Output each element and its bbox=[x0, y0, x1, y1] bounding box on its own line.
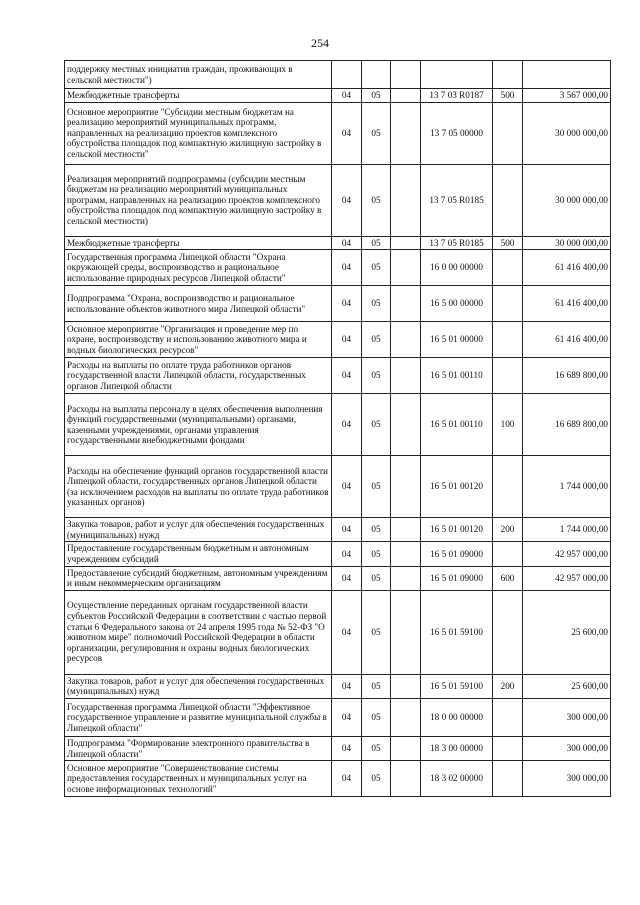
table-row bbox=[65, 542, 611, 566]
row-vr bbox=[493, 761, 523, 797]
row-ved: 04 bbox=[332, 322, 362, 358]
table-row bbox=[65, 456, 611, 518]
row-rz: 05 bbox=[362, 456, 391, 518]
row-pr bbox=[391, 394, 421, 456]
row-amount: 30 000 000,00 bbox=[523, 164, 611, 236]
row-name: Основное мероприятие "Субсидии местным бюджетам на реализацию мероприятий муниципальных программ, направленных на реализацию проектов комплексного обустройства площадок под компактную жилищную застройку в сельской местности" bbox=[65, 102, 332, 164]
table-row bbox=[65, 674, 611, 698]
row-csr: 16 5 01 59100 bbox=[421, 590, 493, 674]
table-row bbox=[65, 590, 611, 674]
row-amount: 25 600,00 bbox=[523, 590, 611, 674]
row-vr: 200 bbox=[493, 518, 523, 542]
row-name: Подпрограмма "Охрана, воспроизводство и рациональное использование объектов животного мира Липецкой области" bbox=[65, 286, 332, 322]
table-row bbox=[65, 566, 611, 590]
row-ved: 04 bbox=[332, 250, 362, 286]
row-name: Предоставление государственным бюджетным и автономным учреждениям субсидий bbox=[65, 542, 332, 566]
budget-table bbox=[64, 60, 611, 797]
table-row bbox=[65, 102, 611, 164]
row-amount: 61 416 400,00 bbox=[523, 250, 611, 286]
row-ved: 04 bbox=[332, 358, 362, 394]
row-amount: 1 744 000,00 bbox=[523, 518, 611, 542]
row-vr bbox=[493, 456, 523, 518]
row-vr bbox=[493, 322, 523, 358]
row-pr bbox=[391, 761, 421, 797]
row-amount: 25 600,00 bbox=[523, 674, 611, 698]
row-amount: 16 689 800,00 bbox=[523, 358, 611, 394]
row-ved: 04 bbox=[332, 674, 362, 698]
row-amount: 61 416 400,00 bbox=[523, 322, 611, 358]
row-rz: 05 bbox=[362, 761, 391, 797]
row-rz: 05 bbox=[362, 590, 391, 674]
row-rz: 05 bbox=[362, 698, 391, 736]
row-ved: 04 bbox=[332, 102, 362, 164]
row-csr: 16 5 01 09000 bbox=[421, 542, 493, 566]
row-pr bbox=[391, 322, 421, 358]
table-row bbox=[65, 394, 611, 456]
row-name: Расходы на выплаты по оплате труда работников органов государственной власти Липецкой области, государственных органов Липецкой области bbox=[65, 358, 332, 394]
row-csr: 13 7 05 R0185 bbox=[421, 164, 493, 236]
row-name: Государственная программа Липецкой области "Охрана окружающей среды, воспроизводство и рациональное использование природных ресурсов Липецкой области" bbox=[65, 250, 332, 286]
row-rz: 05 bbox=[362, 102, 391, 164]
row-ved: 04 bbox=[332, 394, 362, 456]
row-csr: 16 5 01 00000 bbox=[421, 322, 493, 358]
row-ved: 04 bbox=[332, 761, 362, 797]
table-row bbox=[65, 61, 611, 89]
row-vr bbox=[493, 698, 523, 736]
row-name: поддержку местных инициатив граждан, проживающих в сельской местности") bbox=[65, 61, 332, 89]
row-vr: 200 bbox=[493, 674, 523, 698]
row-name: Реализация мероприятий подпрограммы (субсидии местным бюджетам на реализацию мероприятий муниципальных программ, направленных на реализацию проектов комплексного обустройства площадок под компактную жилищную застройку в сельской местности) bbox=[65, 164, 332, 236]
row-vr: 500 bbox=[493, 89, 523, 103]
row-rz: 05 bbox=[362, 89, 391, 103]
page-number: 254 bbox=[311, 36, 329, 50]
row-vr bbox=[493, 286, 523, 322]
row-name: Подпрограмма "Формирование электронного правительства в Липецкой области" bbox=[65, 736, 332, 760]
row-csr: 16 5 01 00120 bbox=[421, 456, 493, 518]
row-amount: 42 957 000,00 bbox=[523, 566, 611, 590]
table-row bbox=[65, 518, 611, 542]
row-pr bbox=[391, 236, 421, 250]
row-ved: 04 bbox=[332, 518, 362, 542]
table-row bbox=[65, 322, 611, 358]
row-amount: 300 000,00 bbox=[523, 698, 611, 736]
table-row bbox=[65, 286, 611, 322]
row-amount: 30 000 000,00 bbox=[523, 236, 611, 250]
row-ved: 04 bbox=[332, 236, 362, 250]
row-rz: 05 bbox=[362, 394, 391, 456]
row-pr bbox=[391, 590, 421, 674]
row-pr bbox=[391, 89, 421, 103]
row-name: Основное мероприятие "Организация и проведение мер по охране, воспроизводству и использованию животного мира и водных биологических ресурсов" bbox=[65, 322, 332, 358]
row-ved: 04 bbox=[332, 698, 362, 736]
row-pr bbox=[391, 250, 421, 286]
row-csr bbox=[421, 61, 493, 89]
table-row bbox=[65, 250, 611, 286]
row-name: Закупка товаров, работ и услуг для обеспечения государственных (муниципальных) нужд bbox=[65, 518, 332, 542]
table-row bbox=[65, 761, 611, 797]
row-pr bbox=[391, 698, 421, 736]
row-name: Расходы на выплаты персоналу в целях обеспечения выполнения функций государственными (муниципальными) органами, казенными учреждениями, органами управления государственными внебюджетными фондами bbox=[65, 394, 332, 456]
row-csr: 16 0 00 00000 bbox=[421, 250, 493, 286]
row-name: Межбюджетные трансферты bbox=[65, 89, 332, 103]
row-pr bbox=[391, 358, 421, 394]
table-row bbox=[65, 698, 611, 736]
row-rz: 05 bbox=[362, 250, 391, 286]
row-vr bbox=[493, 590, 523, 674]
row-name: Закупка товаров, работ и услуг для обеспечения государственных (муниципальных) нужд bbox=[65, 674, 332, 698]
row-vr bbox=[493, 61, 523, 89]
row-name: Межбюджетные трансферты bbox=[65, 236, 332, 250]
row-vr bbox=[493, 250, 523, 286]
row-csr: 13 7 05 00000 bbox=[421, 102, 493, 164]
row-amount: 3 567 000,00 bbox=[523, 89, 611, 103]
row-ved: 04 bbox=[332, 89, 362, 103]
row-csr: 13 7 03 R0187 bbox=[421, 89, 493, 103]
row-vr bbox=[493, 164, 523, 236]
row-amount: 16 689 800,00 bbox=[523, 394, 611, 456]
row-vr: 500 bbox=[493, 236, 523, 250]
row-vr: 600 bbox=[493, 566, 523, 590]
row-rz: 05 bbox=[362, 358, 391, 394]
row-amount: 30 000 000,00 bbox=[523, 102, 611, 164]
row-csr: 16 5 01 00110 bbox=[421, 394, 493, 456]
row-pr bbox=[391, 736, 421, 760]
row-pr bbox=[391, 518, 421, 542]
row-rz: 05 bbox=[362, 322, 391, 358]
row-amount: 61 416 400,00 bbox=[523, 286, 611, 322]
row-rz: 05 bbox=[362, 518, 391, 542]
row-pr bbox=[391, 102, 421, 164]
row-csr: 16 5 01 59100 bbox=[421, 674, 493, 698]
row-amount: 1 744 000,00 bbox=[523, 456, 611, 518]
row-pr bbox=[391, 456, 421, 518]
row-ved: 04 bbox=[332, 590, 362, 674]
row-pr bbox=[391, 286, 421, 322]
row-ved: 04 bbox=[332, 566, 362, 590]
row-name: Государственная программа Липецкой области "Эффективное государственное управление и развитие муниципальной службы в Липецкой области" bbox=[65, 698, 332, 736]
row-rz: 05 bbox=[362, 674, 391, 698]
row-rz: 05 bbox=[362, 164, 391, 236]
row-vr: 100 bbox=[493, 394, 523, 456]
row-name: Осуществление переданных органам государственной власти субъектов Российской Федерации в соответствии с частью первой статьи 6 Федерального закона от 24 апреля 1995 года № 52-ФЗ "О животном мире" полномочий Российской Федерации в области организации, регулирования и охраны водных биологических ресурсов bbox=[65, 590, 332, 674]
row-ved: 04 bbox=[332, 164, 362, 236]
row-vr bbox=[493, 736, 523, 760]
table-row bbox=[65, 358, 611, 394]
row-ved: 04 bbox=[332, 456, 362, 518]
row-csr: 18 3 02 00000 bbox=[421, 761, 493, 797]
table-row bbox=[65, 236, 611, 250]
row-csr: 16 5 01 09000 bbox=[421, 566, 493, 590]
row-rz: 05 bbox=[362, 286, 391, 322]
row-ved: 04 bbox=[332, 542, 362, 566]
row-csr: 18 0 00 00000 bbox=[421, 698, 493, 736]
row-amount: 42 957 000,00 bbox=[523, 542, 611, 566]
row-vr bbox=[493, 102, 523, 164]
row-name: Расходы на обеспечение функций органов государственной власти Липецкой области, государственных органов Липецкой области (за исключением расходов на выплаты по оплате труда работников указанных органов) bbox=[65, 456, 332, 518]
row-amount: 300 000,00 bbox=[523, 736, 611, 760]
row-rz: 05 bbox=[362, 542, 391, 566]
row-amount: 300 000,00 bbox=[523, 761, 611, 797]
row-pr bbox=[391, 61, 421, 89]
row-name: Основное мероприятие "Совершенствование системы предоставления государственных и муниципальных услуг на основе информационных технологий" bbox=[65, 761, 332, 797]
row-ved: 04 bbox=[332, 736, 362, 760]
row-csr: 18 3 00 00000 bbox=[421, 736, 493, 760]
row-amount bbox=[523, 61, 611, 89]
row-rz: 05 bbox=[362, 736, 391, 760]
table-row bbox=[65, 736, 611, 760]
row-ved: 04 bbox=[332, 286, 362, 322]
row-rz bbox=[362, 61, 391, 89]
row-pr bbox=[391, 566, 421, 590]
table-row bbox=[65, 164, 611, 236]
table-row bbox=[65, 89, 611, 103]
row-name: Предоставление субсидий бюджетным, автономным учреждениям и иным некоммерческим организациям bbox=[65, 566, 332, 590]
row-pr bbox=[391, 164, 421, 236]
row-pr bbox=[391, 542, 421, 566]
row-csr: 16 5 01 00120 bbox=[421, 518, 493, 542]
row-csr: 16 5 00 00000 bbox=[421, 286, 493, 322]
row-vr bbox=[493, 358, 523, 394]
row-pr bbox=[391, 674, 421, 698]
row-rz: 05 bbox=[362, 566, 391, 590]
row-rz: 05 bbox=[362, 236, 391, 250]
row-ved bbox=[332, 61, 362, 89]
row-csr: 13 7 05 R0185 bbox=[421, 236, 493, 250]
row-csr: 16 5 01 00110 bbox=[421, 358, 493, 394]
row-vr bbox=[493, 542, 523, 566]
